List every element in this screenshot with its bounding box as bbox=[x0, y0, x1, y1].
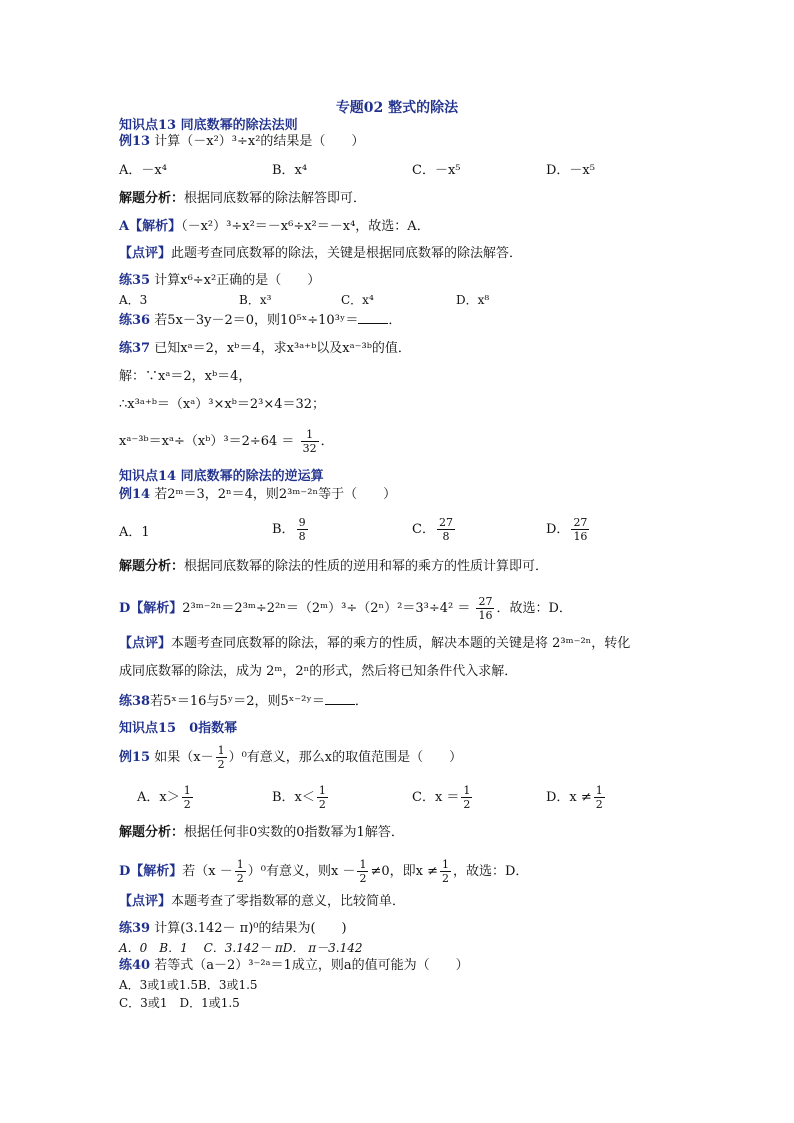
p39-question bbox=[119, 921, 347, 937]
p39-options: A．0 B．1 C．3.142－ πD． π－3.142 bbox=[119, 941, 363, 955]
p38-end: ． bbox=[354, 694, 368, 709]
fraction-den: 16 bbox=[478, 609, 493, 622]
ex14-option-b bbox=[272, 516, 310, 543]
fraction-den: 2 bbox=[318, 798, 326, 811]
p35-option-a: A．3 bbox=[119, 293, 148, 307]
p35-label: 练35 bbox=[119, 273, 151, 288]
p39-text: 计算(3.142－ π)⁰的结果为( ) bbox=[154, 921, 347, 936]
kp15-header: 知识点15 0指数幂 bbox=[119, 721, 238, 736]
ex15-pre: 如果（x－ bbox=[154, 750, 214, 765]
fraction-den: 2 bbox=[463, 798, 471, 811]
p37-text: 已知xᵃ＝2，xᵇ＝4，求x³ᵃ⁺ᵇ以及xᵃ⁻³ᵇ的值． bbox=[154, 341, 411, 356]
fraction-num: 27 bbox=[478, 595, 493, 608]
analysis-text: 根据同底数幂的除法解答即可． bbox=[184, 191, 367, 206]
kp13-answer bbox=[119, 219, 430, 235]
analysis-text: 根据任何非0实数的0指数幂为1解答． bbox=[184, 825, 404, 840]
page-title: 专题02 整式的除法 bbox=[335, 100, 459, 116]
fraction-num: 1 bbox=[463, 784, 471, 797]
comment-label: 【点评】 bbox=[119, 246, 172, 261]
ex15-label: 例15 bbox=[119, 750, 151, 765]
fraction bbox=[216, 744, 227, 771]
kp14-analysis bbox=[119, 559, 548, 575]
p40-options-line1: A．3或1或1.5B．3或1.5 bbox=[119, 978, 258, 992]
p35-question bbox=[119, 273, 320, 289]
ex14-text: 若2ᵐ＝3，2ⁿ＝4，则2³ᵐ⁻²ⁿ等于（ ） bbox=[154, 487, 397, 502]
fraction-num: 27 bbox=[573, 516, 588, 529]
analysis-label: 解题分析： bbox=[119, 825, 185, 840]
fraction-num: 1 bbox=[217, 744, 225, 757]
comment-label: 【点评】 bbox=[119, 894, 172, 909]
p37-step2: ∴x³ᵃ⁺ᵇ＝（xᵃ）³×xᵇ＝2³×4＝32； bbox=[119, 397, 326, 412]
kp15-answer bbox=[119, 858, 528, 885]
analysis-label: 解题分析： bbox=[119, 559, 185, 574]
answer-pre: 若（x － bbox=[182, 864, 233, 879]
kp13-comment bbox=[119, 246, 522, 262]
answer-end: ，故选：D． bbox=[452, 864, 529, 879]
ex13-option-d: D．－x⁵ bbox=[546, 163, 595, 178]
fraction-num: 1 bbox=[301, 428, 319, 442]
kp13-header: 知识点13 同底数幂的除法法则 bbox=[119, 118, 298, 133]
kp15-comment bbox=[119, 894, 405, 910]
ex13-text: 计算（－x²）³÷x²的结果是（ ） bbox=[154, 134, 365, 149]
p38-question bbox=[119, 692, 368, 710]
fraction-num: 1 bbox=[318, 784, 326, 797]
p35-option-d: D．x⁸ bbox=[456, 293, 490, 307]
p35-option-c: C．x⁴ bbox=[341, 293, 374, 307]
p37-question bbox=[119, 341, 411, 357]
fraction bbox=[182, 784, 193, 811]
fraction-den: 32 bbox=[302, 442, 317, 455]
fraction bbox=[235, 858, 246, 885]
ex15-option-c bbox=[412, 784, 474, 811]
p38-label: 练38 bbox=[119, 694, 151, 709]
comment-line1: 本题考查同底数幂的除法，幂的乘方的性质，解决本题的关键是将 2³ᵐ⁻²ⁿ，转化 bbox=[171, 636, 631, 651]
fraction-num: 9 bbox=[298, 516, 306, 529]
analysis-text: 根据同底数幂的除法的性质的逆用和幂的乘方的性质计算即可． bbox=[184, 559, 549, 574]
fraction-den: 2 bbox=[183, 798, 191, 811]
analysis-label: 解题分析： bbox=[119, 191, 185, 206]
fraction bbox=[594, 784, 605, 811]
p36-end: ． bbox=[388, 313, 402, 328]
option-label: B． bbox=[272, 522, 295, 537]
option-label: D．x ≠ bbox=[546, 790, 592, 805]
fraction-num: 1 bbox=[183, 784, 191, 797]
answer-label: D【解析】 bbox=[119, 864, 183, 879]
p37-step3 bbox=[119, 428, 334, 455]
fraction bbox=[476, 595, 494, 622]
kp14-header: 知识点14 同底数幂的除法的逆运算 bbox=[119, 469, 324, 484]
answer-text: （－x²）³÷x²＝－x⁶÷x²＝－x⁴，故选：A． bbox=[181, 219, 430, 234]
ex14-option-a: A．1 bbox=[119, 525, 150, 540]
option-label: C．x ＝ bbox=[412, 790, 460, 805]
kp13-analysis bbox=[119, 191, 366, 207]
fraction-num: 1 bbox=[359, 858, 367, 871]
answer-mid: ）⁰有意义，则x － bbox=[247, 864, 356, 879]
p35-option-b: B．x³ bbox=[239, 293, 272, 307]
p37-step3-end: ． bbox=[320, 434, 334, 449]
fraction bbox=[571, 516, 589, 543]
fraction-den: 2 bbox=[217, 758, 225, 771]
fraction-num: 1 bbox=[595, 784, 603, 797]
fraction-den: 2 bbox=[595, 798, 603, 811]
answer-mid2: ≠0，即x ≠ bbox=[370, 864, 438, 879]
fraction-num: 1 bbox=[236, 858, 244, 871]
fraction-num: 1 bbox=[441, 858, 449, 871]
p37-label: 练37 bbox=[119, 341, 151, 356]
answer-label: D【解析】 bbox=[119, 601, 183, 616]
p40-options-line2: C．3或1 D．1或1.5 bbox=[119, 996, 240, 1010]
fraction-num: 27 bbox=[438, 516, 453, 529]
fraction-den: 2 bbox=[236, 872, 244, 885]
ex13-question bbox=[119, 134, 364, 150]
fraction-den: 2 bbox=[359, 872, 367, 885]
option-label: D． bbox=[546, 522, 570, 537]
fraction bbox=[461, 784, 472, 811]
option-label: B．x＜ bbox=[272, 790, 315, 805]
comment-label: 【点评】 bbox=[119, 636, 172, 651]
p37-step1: 解：∵xᵃ＝2，xᵇ＝4， bbox=[119, 369, 252, 384]
answer-label: A【解析】 bbox=[119, 219, 182, 234]
fraction bbox=[437, 516, 455, 543]
option-label: C． bbox=[412, 522, 435, 537]
p37-step3-text: xᵃ⁻³ᵇ＝xᵃ÷（xᵇ）³＝2÷64 ＝ bbox=[119, 434, 295, 449]
fraction bbox=[317, 784, 328, 811]
ex13-label: 例13 bbox=[119, 134, 151, 149]
ex15-option-d bbox=[546, 784, 607, 811]
ex15-post: ）⁰有意义，那么x的取值范围是（ ） bbox=[228, 750, 463, 765]
ex14-option-d bbox=[546, 516, 591, 543]
kp14-comment-line2: 成同底数幂的除法，成为 2ᵐ，2ⁿ的形式，然后将已知条件代入求解． bbox=[119, 664, 518, 679]
fraction-den: 16 bbox=[573, 530, 588, 543]
fraction bbox=[297, 516, 308, 543]
ex13-option-a: A．－x⁴ bbox=[119, 163, 167, 178]
p36-question bbox=[119, 311, 401, 329]
p40-question bbox=[119, 958, 469, 974]
ex14-question bbox=[119, 487, 396, 503]
ex15-question bbox=[119, 744, 462, 771]
ex14-label: 例14 bbox=[119, 487, 151, 502]
ex15-option-a bbox=[137, 784, 195, 811]
p40-text: 若等式（a－2）³⁻²ᵃ＝1成立，则a的值可能为（ ） bbox=[154, 958, 469, 973]
fraction-den: 8 bbox=[442, 530, 450, 543]
kp14-answer bbox=[119, 595, 572, 622]
p40-label: 练40 bbox=[119, 958, 151, 973]
p38-text: 若5ˣ＝16与5ʸ＝2，则5ˣ⁻²ʸ＝ bbox=[150, 694, 325, 709]
answer-end: ．故选：D． bbox=[496, 601, 572, 616]
comment-text: 本题考查了零指数幂的意义，比较简单． bbox=[171, 894, 406, 909]
fraction bbox=[301, 428, 319, 455]
fraction-den: 2 bbox=[441, 872, 449, 885]
answer-text: 2³ᵐ⁻²ⁿ＝2³ᵐ÷2²ⁿ＝（2ᵐ）³÷（2ⁿ）²＝3³÷4² ＝ bbox=[182, 601, 471, 616]
ex15-option-b bbox=[272, 784, 330, 811]
kp15-analysis bbox=[119, 825, 404, 841]
answer-blank bbox=[358, 311, 388, 324]
answer-blank bbox=[325, 692, 355, 705]
ex13-option-b: B．x⁴ bbox=[272, 163, 308, 178]
kp14-comment bbox=[119, 636, 630, 652]
fraction bbox=[440, 858, 451, 885]
p36-text: 若5x－3y－2＝0，则10⁵ˣ÷10³ʸ＝ bbox=[154, 313, 359, 328]
p36-label: 练36 bbox=[119, 313, 151, 328]
comment-text: 此题考查同底数幂的除法，关键是根据同底数幂的除法解答． bbox=[171, 246, 523, 261]
fraction bbox=[357, 858, 368, 885]
fraction-den: 8 bbox=[298, 530, 306, 543]
p35-text: 计算x⁶÷x²正确的是（ ） bbox=[154, 273, 321, 288]
ex14-option-c bbox=[412, 516, 457, 543]
p39-label: 练39 bbox=[119, 921, 151, 936]
option-label: A．x＞ bbox=[137, 790, 180, 805]
ex13-option-c: C．－x⁵ bbox=[412, 163, 461, 178]
